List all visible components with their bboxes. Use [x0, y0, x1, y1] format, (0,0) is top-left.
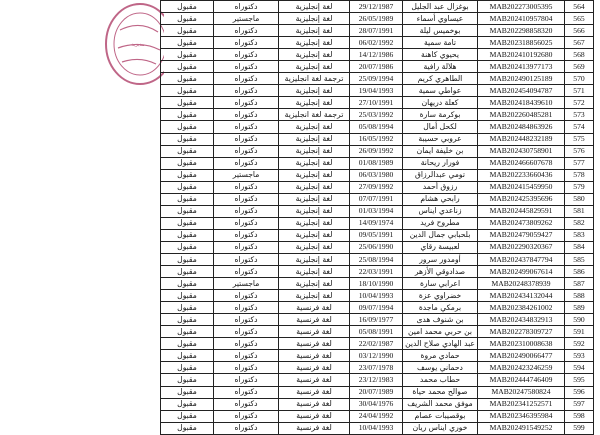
candidate-name-cell: تامة سمية: [403, 37, 478, 49]
birth-date-cell: 27/10/1991: [350, 97, 403, 109]
birth-date-cell: 24/04/1992: [350, 410, 403, 422]
specialty-cell: لغة إنجليزية: [279, 145, 350, 157]
birth-date-cell: 18/10/1990: [350, 278, 403, 290]
table-row: [161, 85, 594, 97]
birth-date-cell: 26/09/1992: [350, 145, 403, 157]
birth-date-cell: 25/08/1994: [350, 253, 403, 265]
degree-cell: دكتوراه: [214, 290, 279, 302]
table-row: [161, 169, 594, 181]
candidate-name-cell: صدادوقي الأزهر: [403, 266, 478, 278]
row-number-cell: 577: [565, 157, 594, 169]
table-row: [161, 253, 594, 265]
specialty-cell: لغة إنجليزية: [279, 266, 350, 278]
degree-cell: دكتوراه: [214, 302, 279, 314]
table-row: [161, 278, 594, 290]
registration-id-cell: MAB202425395696: [478, 193, 565, 205]
table-row: [161, 241, 594, 253]
row-number-cell: 598: [565, 410, 594, 422]
candidate-name-cell: يحيوي كاهنة: [403, 49, 478, 61]
birth-date-cell: 01/08/1989: [350, 157, 403, 169]
row-number-cell: 596: [565, 386, 594, 398]
registration-id-cell: MAB202473809262: [478, 217, 565, 229]
degree-cell: دكتوراه: [214, 193, 279, 205]
decision-cell: مقبول: [161, 97, 214, 109]
birth-date-cell: 06/03/1980: [350, 169, 403, 181]
degree-cell: دكتوراه: [214, 1, 279, 13]
candidate-name-cell: بلحبابي جمال الدين: [403, 229, 478, 241]
degree-cell: دكتوراه: [214, 386, 279, 398]
table-row: [161, 374, 594, 386]
row-number-cell: 589: [565, 302, 594, 314]
row-number-cell: 568: [565, 49, 594, 61]
birth-date-cell: 10/04/1993: [350, 422, 403, 434]
row-number-cell: 582: [565, 217, 594, 229]
row-number-cell: 585: [565, 253, 594, 265]
row-number-cell: 565: [565, 13, 594, 25]
specialty-cell: لغة فرنسية: [279, 302, 350, 314]
degree-cell: دكتوراه: [214, 350, 279, 362]
row-number-cell: 579: [565, 181, 594, 193]
registration-id-cell: MAB202445829591: [478, 205, 565, 217]
registration-id-cell: MAB202418439610: [478, 97, 565, 109]
degree-cell: دكتوراه: [214, 97, 279, 109]
registration-id-cell: MAB202290320367: [478, 241, 565, 253]
decision-cell: مقبول: [161, 253, 214, 265]
decision-cell: مقبول: [161, 73, 214, 85]
candidate-name-cell: بن خليفة ايمان: [403, 145, 478, 157]
degree-cell: دكتوراه: [214, 145, 279, 157]
table-row: [161, 25, 594, 37]
candidate-name-cell: زناعدي ايناس: [403, 205, 478, 217]
row-number-cell: 567: [565, 37, 594, 49]
specialty-cell: لغة إنجليزية: [279, 37, 350, 49]
candidate-name-cell: بوخميس ليلة: [403, 25, 478, 37]
birth-date-cell: 23/12/1983: [350, 374, 403, 386]
birth-date-cell: 20/07/1986: [350, 61, 403, 73]
candidate-name-cell: رزوق أحمد: [403, 181, 478, 193]
decision-cell: مقبول: [161, 193, 214, 205]
birth-date-cell: 30/04/1976: [350, 398, 403, 410]
registration-id-cell: MAB202410957804: [478, 13, 565, 25]
specialty-cell: لغة إنجليزية: [279, 290, 350, 302]
birth-date-cell: 19/04/1993: [350, 85, 403, 97]
row-number-cell: 569: [565, 61, 594, 73]
degree-cell: دكتوراه: [214, 73, 279, 85]
row-number-cell: 591: [565, 326, 594, 338]
registration-id-cell: MAB202479059427: [478, 229, 565, 241]
registration-id-cell: MAB202490125189: [478, 73, 565, 85]
specialty-cell: لغة إنجليزية: [279, 97, 350, 109]
decision-cell: مقبول: [161, 13, 214, 25]
degree-cell: ماجستير: [214, 13, 279, 25]
decision-cell: مقبول: [161, 229, 214, 241]
registration-id-cell: MAB20248378939: [478, 278, 565, 290]
specialty-cell: لغة إنجليزية: [279, 229, 350, 241]
row-number-cell: 595: [565, 374, 594, 386]
registration-id-cell: MAB202310008638: [478, 338, 565, 350]
registration-id-cell: MAB202278309727: [478, 326, 565, 338]
registration-id-cell: MAB202466607678: [478, 157, 565, 169]
decision-cell: مقبول: [161, 241, 214, 253]
degree-cell: دكتوراه: [214, 37, 279, 49]
degree-cell: دكتوراه: [214, 314, 279, 326]
birth-date-cell: 09/05/1991: [350, 229, 403, 241]
registration-id-cell: MAB202484863926: [478, 121, 565, 133]
candidates-table: [160, 0, 594, 435]
degree-cell: دكتوراه: [214, 422, 279, 434]
row-number-cell: 572: [565, 97, 594, 109]
birth-date-cell: 10/04/1993: [350, 290, 403, 302]
specialty-cell: لغة إنجليزية: [279, 169, 350, 181]
decision-cell: مقبول: [161, 169, 214, 181]
registration-id-cell: MAB202491549252: [478, 422, 565, 434]
row-number-cell: 580: [565, 193, 594, 205]
table-row: [161, 121, 594, 133]
birth-date-cell: 25/06/1990: [350, 241, 403, 253]
specialty-cell: لغة إنجليزية: [279, 13, 350, 25]
registration-id-cell: MAB202346395984: [478, 410, 565, 422]
decision-cell: مقبول: [161, 386, 214, 398]
row-number-cell: 583: [565, 229, 594, 241]
degree-cell: دكتوراه: [214, 241, 279, 253]
candidate-name-cell: بوغزال عبد الجليل: [403, 1, 478, 13]
decision-cell: مقبول: [161, 302, 214, 314]
birth-date-cell: 16/09/1977: [350, 314, 403, 326]
degree-cell: دكتوراه: [214, 121, 279, 133]
table-row: [161, 338, 594, 350]
specialty-cell: لغة إنجليزية: [279, 181, 350, 193]
registration-id-cell: MAB202384261002: [478, 302, 565, 314]
candidate-name-cell: رابحي هشام: [403, 193, 478, 205]
decision-cell: مقبول: [161, 290, 214, 302]
specialty-cell: لغة فرنسية: [279, 350, 350, 362]
table-row: [161, 145, 594, 157]
candidate-name-cell: صوالح محمد حياة: [403, 386, 478, 398]
registration-id-cell: MAB202415459950: [478, 181, 565, 193]
decision-cell: مقبول: [161, 181, 214, 193]
candidate-name-cell: حطاب محمد: [403, 374, 478, 386]
registration-id-cell: MAB202430758901: [478, 145, 565, 157]
specialty-cell: لغة إنجليزية: [279, 61, 350, 73]
birth-date-cell: 09/07/1994: [350, 302, 403, 314]
specialty-cell: لغة إنجليزية: [279, 253, 350, 265]
birth-date-cell: 25/09/1994: [350, 73, 403, 85]
table-row: [161, 266, 594, 278]
candidate-name-cell: اعرابي سارة: [403, 278, 478, 290]
candidate-name-cell: أومدور سرور: [403, 253, 478, 265]
birth-date-cell: 26/05/1989: [350, 13, 403, 25]
table-row: [161, 61, 594, 73]
birth-date-cell: 14/09/1974: [350, 217, 403, 229]
degree-cell: دكتوراه: [214, 326, 279, 338]
specialty-cell: لغة فرنسية: [279, 386, 350, 398]
birth-date-cell: 22/03/1991: [350, 266, 403, 278]
table-row: [161, 205, 594, 217]
decision-cell: مقبول: [161, 422, 214, 434]
row-number-cell: 597: [565, 398, 594, 410]
degree-cell: ماجستير: [214, 169, 279, 181]
decision-cell: مقبول: [161, 362, 214, 374]
registration-id-cell: MAB202260485281: [478, 109, 565, 121]
registration-id-cell: MAB202341252571: [478, 398, 565, 410]
registration-id-cell: MAB202410192680: [478, 49, 565, 61]
specialty-cell: لغة فرنسية: [279, 374, 350, 386]
birth-date-cell: 01/03/1994: [350, 205, 403, 217]
row-number-cell: 576: [565, 145, 594, 157]
row-number-cell: 573: [565, 109, 594, 121]
decision-cell: مقبول: [161, 157, 214, 169]
decision-cell: مقبول: [161, 278, 214, 290]
row-number-cell: 586: [565, 266, 594, 278]
decision-cell: مقبول: [161, 398, 214, 410]
row-number-cell: 575: [565, 133, 594, 145]
specialty-cell: لغة إنجليزية: [279, 49, 350, 61]
decision-cell: مقبول: [161, 374, 214, 386]
specialty-cell: لغة فرنسية: [279, 398, 350, 410]
birth-date-cell: 22/02/1987: [350, 338, 403, 350]
birth-date-cell: 23/07/1978: [350, 362, 403, 374]
birth-date-cell: 16/05/1992: [350, 133, 403, 145]
degree-cell: دكتوراه: [214, 229, 279, 241]
row-number-cell: 578: [565, 169, 594, 181]
specialty-cell: لغة إنجليزية: [279, 205, 350, 217]
registration-id-cell: MAB20247580824: [478, 386, 565, 398]
degree-cell: دكتوراه: [214, 157, 279, 169]
table-row: [161, 362, 594, 374]
registration-id-cell: MAB202444746409: [478, 374, 565, 386]
registration-id-cell: MAB202434832913: [478, 314, 565, 326]
birth-date-cell: 20/07/1989: [350, 386, 403, 398]
table-row: [161, 350, 594, 362]
svg-text:مديرية: مديرية: [131, 42, 145, 48]
degree-cell: دكتوراه: [214, 362, 279, 374]
table-row: [161, 410, 594, 422]
table-row: [161, 157, 594, 169]
specialty-cell: ترجمة لغة انجليزية: [279, 109, 350, 121]
candidate-name-cell: حمادي مروة: [403, 350, 478, 362]
birth-date-cell: 03/12/1990: [350, 350, 403, 362]
decision-cell: مقبول: [161, 61, 214, 73]
candidate-name-cell: موفق محمد الشريف: [403, 398, 478, 410]
candidate-name-cell: كعلة دريهان: [403, 97, 478, 109]
registration-id-cell: MAB202454094787: [478, 85, 565, 97]
table-row: [161, 217, 594, 229]
candidate-name-cell: عبد الهادي صلاح الدين: [403, 338, 478, 350]
degree-cell: دكتوراه: [214, 109, 279, 121]
row-number-cell: 571: [565, 85, 594, 97]
decision-cell: مقبول: [161, 1, 214, 13]
specialty-cell: لغة فرنسية: [279, 326, 350, 338]
decision-cell: مقبول: [161, 49, 214, 61]
decision-cell: مقبول: [161, 145, 214, 157]
degree-cell: دكتوراه: [214, 205, 279, 217]
specialty-cell: لغة فرنسية: [279, 410, 350, 422]
birth-date-cell: 14/12/1986: [350, 49, 403, 61]
decision-cell: مقبول: [161, 217, 214, 229]
candidate-name-cell: بن حربي محمد امين: [403, 326, 478, 338]
row-number-cell: 574: [565, 121, 594, 133]
table-row: [161, 1, 594, 13]
row-number-cell: 581: [565, 205, 594, 217]
degree-cell: دكتوراه: [214, 25, 279, 37]
decision-cell: مقبول: [161, 326, 214, 338]
degree-cell: دكتوراه: [214, 253, 279, 265]
specialty-cell: لغة إنجليزية: [279, 121, 350, 133]
candidate-name-cell: بوكرمة سارة: [403, 109, 478, 121]
registration-id-cell: MAB202318856025: [478, 37, 565, 49]
decision-cell: مقبول: [161, 85, 214, 97]
registration-id-cell: MAB202273005395: [478, 1, 565, 13]
candidate-name-cell: بن شنوف هدى: [403, 314, 478, 326]
specialty-cell: لغة إنجليزية: [279, 157, 350, 169]
specialty-cell: لغة إنجليزية: [279, 85, 350, 97]
candidate-name-cell: خضراوي عزة: [403, 290, 478, 302]
candidate-name-cell: مطروح فريد: [403, 217, 478, 229]
candidate-name-cell: بوقصيبات عصام: [403, 410, 478, 422]
specialty-cell: لغة إنجليزية: [279, 25, 350, 37]
candidate-name-cell: الطاهري كريم: [403, 73, 478, 85]
specialty-cell: لغة فرنسية: [279, 314, 350, 326]
row-number-cell: 564: [565, 1, 594, 13]
table-row: [161, 326, 594, 338]
row-number-cell: 570: [565, 73, 594, 85]
specialty-cell: لغة فرنسية: [279, 362, 350, 374]
row-number-cell: 594: [565, 362, 594, 374]
birth-date-cell: 28/07/1991: [350, 25, 403, 37]
degree-cell: ماجستير: [214, 278, 279, 290]
registration-id-cell: MAB202233660436: [478, 169, 565, 181]
candidate-name-cell: برمكي ماجدة: [403, 302, 478, 314]
specialty-cell: لغة إنجليزية: [279, 133, 350, 145]
specialty-cell: لغة إنجليزية: [279, 1, 350, 13]
table-row: [161, 37, 594, 49]
specialty-cell: لغة فرنسية: [279, 338, 350, 350]
candidate-name-cell: عروبي حسيبة: [403, 133, 478, 145]
table-row: [161, 49, 594, 61]
table-row: [161, 386, 594, 398]
decision-cell: مقبول: [161, 338, 214, 350]
decision-cell: مقبول: [161, 205, 214, 217]
row-number-cell: 590: [565, 314, 594, 326]
degree-cell: دكتوراه: [214, 49, 279, 61]
candidate-name-cell: فورار ريحانة: [403, 157, 478, 169]
table-row: [161, 97, 594, 109]
candidate-name-cell: لعبيسة رقاي: [403, 241, 478, 253]
table-row: [161, 109, 594, 121]
birth-date-cell: 05/08/1991: [350, 326, 403, 338]
row-number-cell: 588: [565, 290, 594, 302]
decision-cell: مقبول: [161, 266, 214, 278]
degree-cell: دكتوراه: [214, 61, 279, 73]
table-row: [161, 302, 594, 314]
specialty-cell: ترجمة لغة انجليزية: [279, 73, 350, 85]
degree-cell: دكتوراه: [214, 410, 279, 422]
birth-date-cell: 06/02/1992: [350, 37, 403, 49]
decision-cell: مقبول: [161, 314, 214, 326]
table-row: [161, 133, 594, 145]
birth-date-cell: 29/12/1987: [350, 1, 403, 13]
candidate-name-cell: خوري ايناس ريان: [403, 422, 478, 434]
candidate-name-cell: تومي عبدالرزاق: [403, 169, 478, 181]
candidate-name-cell: عواطي سمية: [403, 85, 478, 97]
registration-id-cell: MAB202298858320: [478, 25, 565, 37]
degree-cell: دكتوراه: [214, 338, 279, 350]
row-number-cell: 592: [565, 338, 594, 350]
table-row: [161, 422, 594, 434]
row-number-cell: 584: [565, 241, 594, 253]
candidate-name-cell: هلالة رافية: [403, 61, 478, 73]
row-number-cell: 599: [565, 422, 594, 434]
table-row: [161, 314, 594, 326]
registration-id-cell: MAB202490066477: [478, 350, 565, 362]
degree-cell: دكتوراه: [214, 266, 279, 278]
degree-cell: دكتوراه: [214, 181, 279, 193]
birth-date-cell: 07/07/1991: [350, 193, 403, 205]
registration-id-cell: MAB202448232189: [478, 133, 565, 145]
registration-id-cell: MAB202434132044: [478, 290, 565, 302]
specialty-cell: لغة إنجليزية: [279, 217, 350, 229]
candidate-name-cell: لكحل أمال: [403, 121, 478, 133]
official-stamp: [100, 0, 164, 92]
table-row: [161, 193, 594, 205]
registration-id-cell: MAB202423246259: [478, 362, 565, 374]
registration-id-cell: MAB202499067614: [478, 266, 565, 278]
table-row: [161, 290, 594, 302]
table-row: [161, 181, 594, 193]
degree-cell: دكتوراه: [214, 374, 279, 386]
birth-date-cell: 27/09/1992: [350, 181, 403, 193]
decision-cell: مقبول: [161, 109, 214, 121]
row-number-cell: 587: [565, 278, 594, 290]
degree-cell: دكتوراه: [214, 133, 279, 145]
specialty-cell: لغة إنجليزية: [279, 278, 350, 290]
decision-cell: مقبول: [161, 37, 214, 49]
decision-cell: مقبول: [161, 25, 214, 37]
decision-cell: مقبول: [161, 350, 214, 362]
table-row: [161, 229, 594, 241]
decision-cell: مقبول: [161, 133, 214, 145]
degree-cell: دكتوراه: [214, 217, 279, 229]
birth-date-cell: 25/03/1992: [350, 109, 403, 121]
registration-id-cell: MAB202437847794: [478, 253, 565, 265]
row-number-cell: 566: [565, 25, 594, 37]
table-row: [161, 73, 594, 85]
specialty-cell: لغة فرنسية: [279, 422, 350, 434]
row-number-cell: 593: [565, 350, 594, 362]
specialty-cell: لغة إنجليزية: [279, 193, 350, 205]
degree-cell: دكتوراه: [214, 85, 279, 97]
decision-cell: مقبول: [161, 121, 214, 133]
candidate-name-cell: دحماني يوسف: [403, 362, 478, 374]
candidate-name-cell: عيساوي أسماء: [403, 13, 478, 25]
table-row: [161, 13, 594, 25]
degree-cell: دكتوراه: [214, 398, 279, 410]
birth-date-cell: 05/08/1994: [350, 121, 403, 133]
specialty-cell: لغة إنجليزية: [279, 241, 350, 253]
registration-id-cell: MAB202413977173: [478, 61, 565, 73]
decision-cell: مقبول: [161, 410, 214, 422]
